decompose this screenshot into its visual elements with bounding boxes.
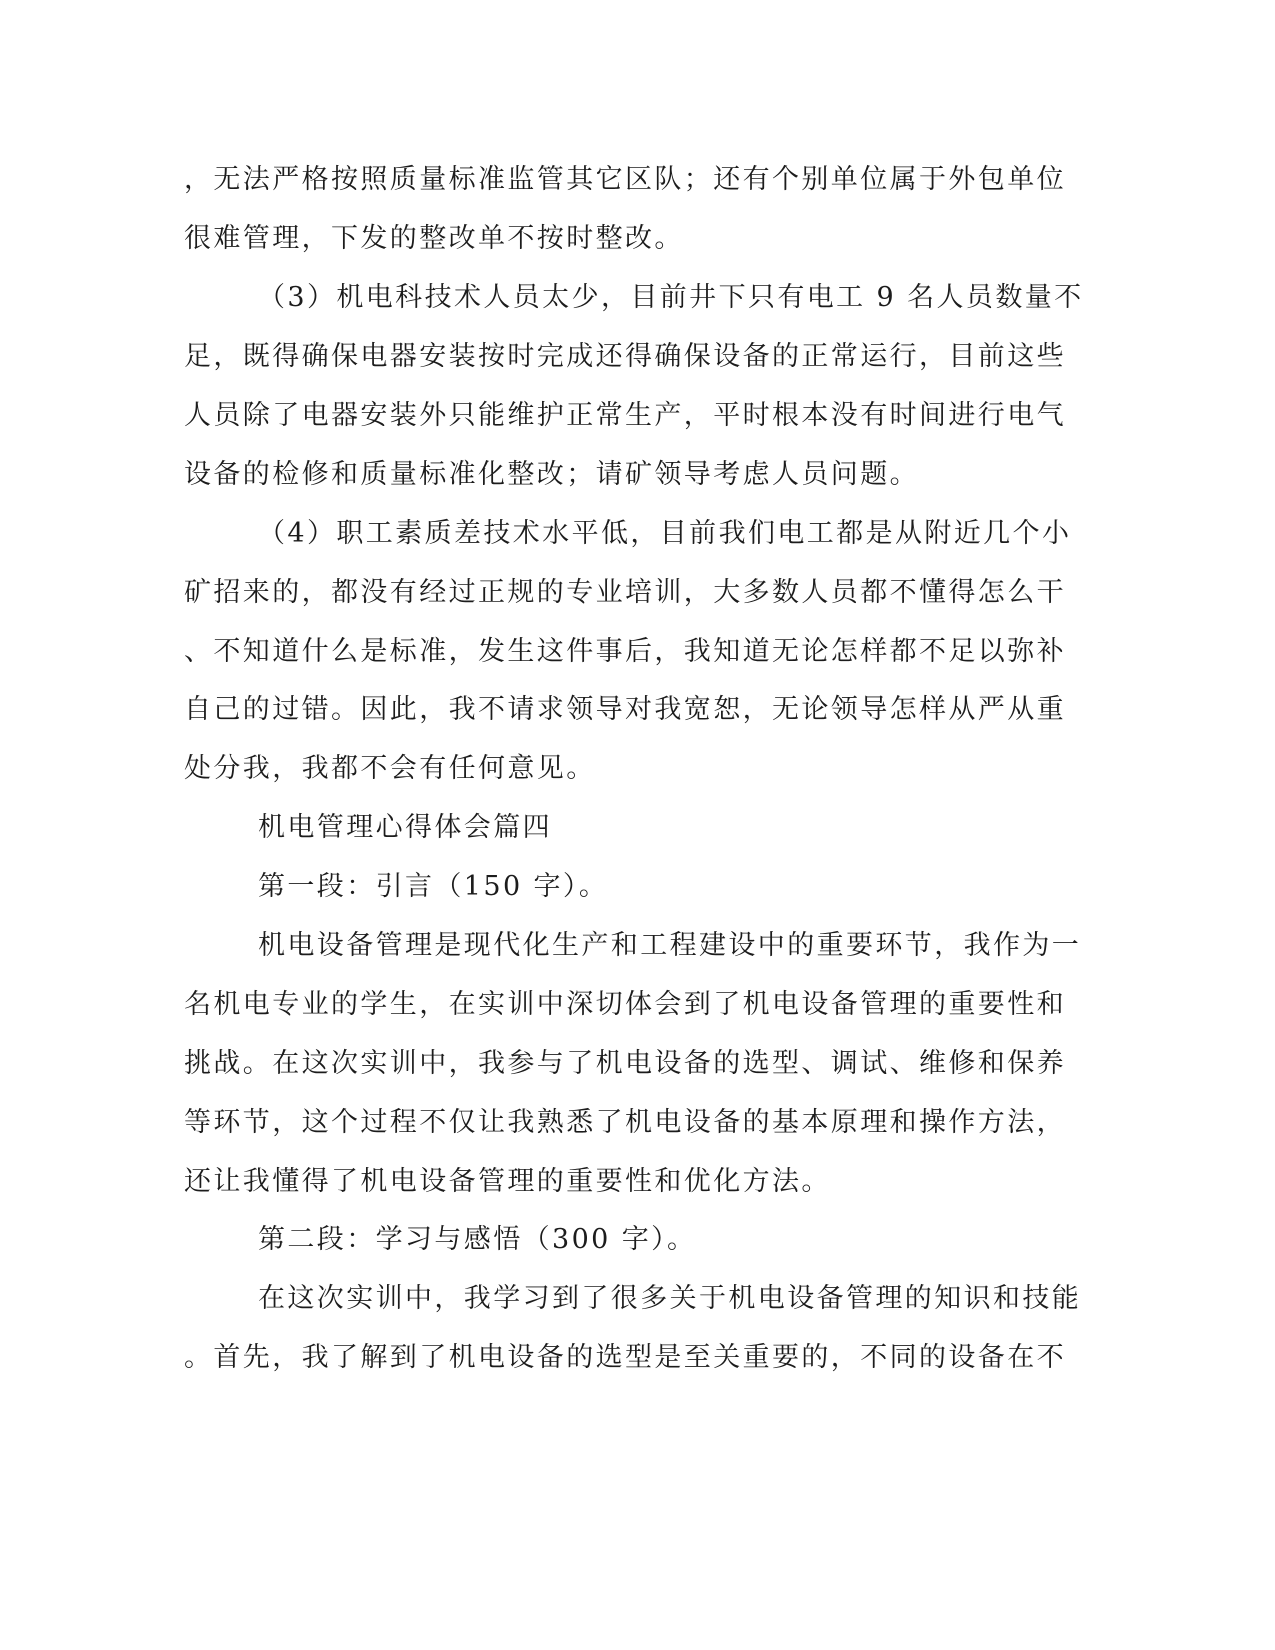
- subsection-heading-intro: 第一段：引言（150 字）。: [258, 871, 609, 902]
- text-line: 还让我懂得了机电设备管理的重要性和优化方法。: [184, 1166, 831, 1197]
- text-line: 足，既得确保电器安装按时完成还得确保设备的正常运行，目前这些: [184, 341, 1066, 372]
- text-line: 。首先，我了解到了机电设备的选型是至关重要的，不同的设备在不: [184, 1342, 1066, 1373]
- section-heading: 机电管理心得体会篇四: [258, 812, 552, 843]
- text-line: 等环节，这个过程不仅让我熟悉了机电设备的基本原理和操作方法，: [184, 1107, 1066, 1138]
- text-line: ，无法严格按照质量标准监管其它区队；还有个别单位属于外包单位: [184, 164, 1066, 195]
- text-line: 人员除了电器安装外只能维护正常生产，平时根本没有时间进行电气: [184, 400, 1066, 431]
- paragraph-start: 在这次实训中，我学习到了很多关于机电设备管理的知识和技能: [258, 1283, 1082, 1314]
- text-line: 、不知道什么是标准，发生这件事后，我知道无论怎样都不足以弥补: [184, 636, 1066, 667]
- text-line: 自己的过错。因此，我不请求领导对我宽恕，无论领导怎样从严从重: [184, 694, 1066, 725]
- text-line: 挑战。在这次实训中，我参与了机电设备的选型、调试、维修和保养: [184, 1048, 1066, 1079]
- paragraph-start: 机电设备管理是现代化生产和工程建设中的重要环节，我作为一: [258, 930, 1082, 961]
- paragraph-start-item-3: （3）机电科技术人员太少，目前井下只有电工 9 名人员数量不: [258, 282, 1084, 313]
- text-line: 很难管理，下发的整改单不按时整改。: [184, 223, 684, 254]
- text-line: 处分我，我都不会有任何意见。: [184, 753, 596, 784]
- text-line: 设备的检修和质量标准化整改；请矿领导考虑人员问题。: [184, 459, 919, 490]
- text-line: 名机电专业的学生，在实训中深切体会到了机电设备管理的重要性和: [184, 989, 1066, 1020]
- text-line: 矿招来的，都没有经过正规的专业培训，大多数人员都不懂得怎么干: [184, 577, 1066, 608]
- paragraph-start-item-4: （4）职工素质差技术水平低，目前我们电工都是从附近几个小: [258, 518, 1072, 549]
- subsection-heading-learning: 第二段：学习与感悟（300 字）。: [258, 1224, 697, 1255]
